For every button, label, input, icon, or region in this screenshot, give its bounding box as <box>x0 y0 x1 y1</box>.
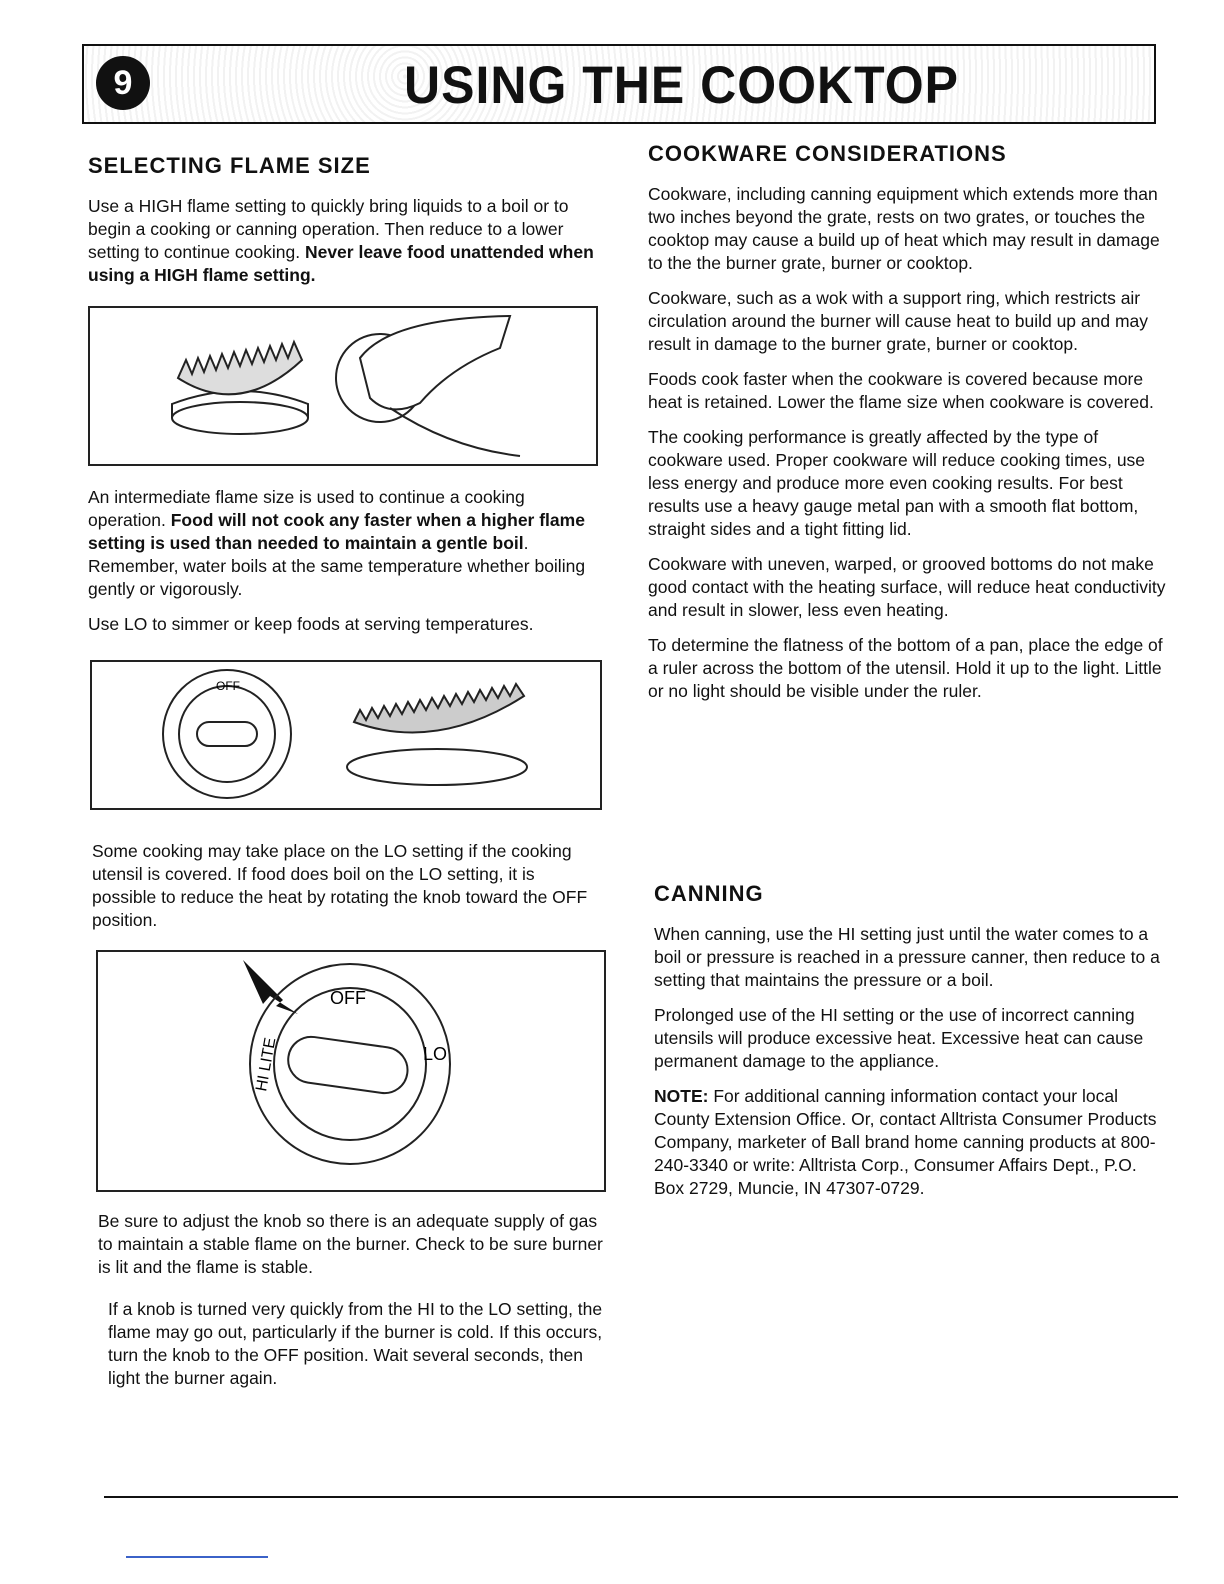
left-column-lower <box>92 840 602 944</box>
left-column <box>88 154 600 299</box>
figure-knob-off <box>96 950 606 1192</box>
knob-off-label: OFF <box>330 988 366 1008</box>
heading-canning: CANNING <box>654 881 764 906</box>
paragraph-flatness: To determine the flatness of the bottom of a pan, place the edge of a ruler across the bottom of the utensil. Hold it up to the light. Little or no light should be visible under the ruler. <box>648 635 1163 701</box>
page-title: USING THE COOKTOP <box>404 55 960 115</box>
paragraph-intermediate-flame: An intermediate flame size is used to continue a cooking operation. Food will not cook any faster when a higher flame setting is used than needed to maintain a gentle boil. Remember, water boils at the same temperature whether boiling gently or vigorously. <box>88 487 586 599</box>
heading-selecting-flame-size: SELECTING FLAME SIZE <box>88 153 371 178</box>
paragraph-high-flame: Use a HIGH flame setting to quickly bring liquids to a boil or to begin a cooking or canning operation. Then reduce to a lower setting to continue cooking. Never leave food unattended when using a HIGH flame setting. <box>88 196 594 285</box>
paragraph-lo-covered: Some cooking may take place on the LO setting if the cooking utensil is covered. If food does boil on the LO setting, it is possible to reduce the heat by rotating the knob toward the OFF position. <box>92 841 588 930</box>
knob-hi-label: HI LITE <box>253 1036 280 1093</box>
high-flame-illustration <box>90 308 596 464</box>
paragraph-canning-hi: When canning, use the HI setting just until the water comes to a boil or pressure is reached in a pressure canner, then reduce to a setting that maintains the pressure or a boil. <box>654 924 1160 990</box>
knob-lo-label: LO <box>423 1044 448 1064</box>
figure-high-flame <box>88 306 598 466</box>
bottom-rule <box>104 1496 1178 1498</box>
left-column-mid <box>88 486 603 648</box>
paragraph-lo-simmer: Use LO to simmer or keep foods at serving temperatures. <box>88 614 534 634</box>
bottom-blue-line <box>126 1556 268 1558</box>
paragraph-cookware-extends: Cookware, including canning equipment which extends more than two inches beyond the grate, rests on two grates, or touches the cooktop may cause a build up of heat which may result in damage to the the burner grate, burner or cooktop. <box>648 184 1160 273</box>
paragraph-flame-out: If a knob is turned very quickly from the HI to the LO setting, the flame may go out, particularly if the burner is cold. If this occurs, turn the knob to the OFF position. Wait several seconds, then light the burner again. <box>108 1299 603 1388</box>
knob-off-illustration <box>98 952 604 1190</box>
right-column-canning <box>654 882 1169 1212</box>
figure-lo-setting <box>90 660 602 810</box>
section-header <box>82 44 1156 124</box>
knob-off-label-small: OFF <box>216 679 240 693</box>
paragraph-prolonged-use: Prolonged use of the HI setting or the use of incorrect canning utensils will produce excessive heat. Excessive heat can cause permanent damage to the appliance. <box>654 1005 1144 1071</box>
left-column-final <box>108 1298 608 1402</box>
paragraph-wok-ring: Cookware, such as a wok with a support ring, which restricts air circulation around the burner will cause heat to build up and may result in damage to the burner grate, burner or cooktop. <box>648 288 1149 354</box>
paragraph-note: NOTE: For additional canning information contact your local County Extension Office. Or, contact Alltrista Consumer Products Company, marketer of Ball brand home canning products at 800-240-3340 or write: Alltrista Corp., Consumer Affairs Dept., P.O. Box 2729, Muncie, IN 47307-0729. <box>654 1086 1157 1198</box>
section-number-badge: 9 <box>96 56 150 110</box>
left-column-bottom <box>98 1210 608 1291</box>
heading-cookware-considerations: COOKWARE CONSIDERATIONS <box>648 141 1007 166</box>
paragraph-cooking-performance: The cooking performance is greatly affected by the type of cookware used. Proper cookware will reduce cooking times, use less energy and produce more even cooking results. For best results use a heavy gauge metal pan with a smooth flat bottom, straight sides and a tight fitting lid. <box>648 427 1146 539</box>
paragraph-covered-cookware: Foods cook faster when the cookware is covered because more heat is retained. Lower the flame size when cookware is covered. <box>648 369 1154 412</box>
paragraph-adequate-gas: Be sure to adjust the knob so there is an adequate supply of gas to maintain a stable flame on the burner. Check to be sure burner is lit and the flame is stable. <box>98 1211 603 1277</box>
paragraph-uneven-bottoms: Cookware with uneven, warped, or grooved bottoms do not make good contact with the heating surface, will reduce heat conductivity and result in slower, less even heating. <box>648 554 1166 620</box>
lo-setting-illustration <box>92 662 600 808</box>
right-column <box>648 142 1168 715</box>
